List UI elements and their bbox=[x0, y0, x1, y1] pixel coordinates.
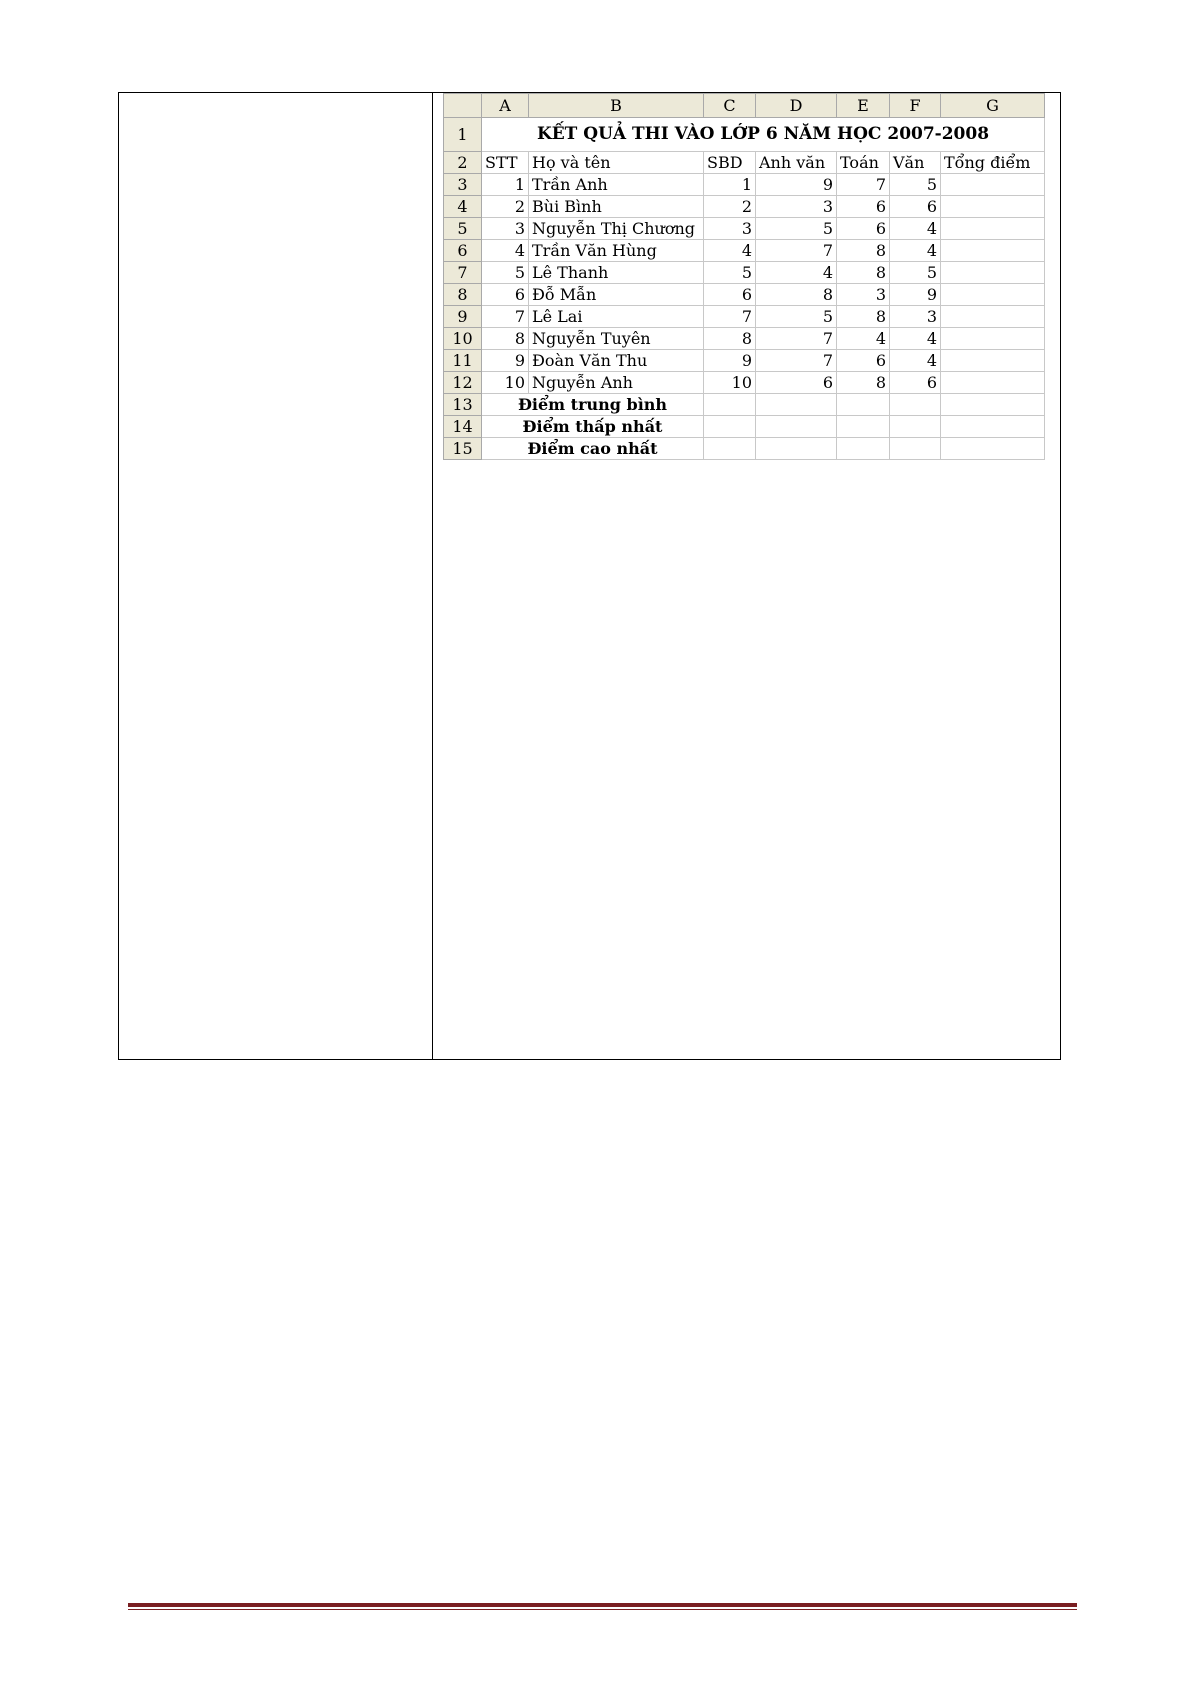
cell-math: 4 bbox=[837, 328, 890, 350]
header-sbd: SBD bbox=[704, 152, 756, 174]
cell-sbd: 4 bbox=[704, 240, 756, 262]
header-total: Tổng điểm bbox=[941, 152, 1045, 174]
title-row bbox=[444, 118, 1045, 152]
row-number: 8 bbox=[444, 284, 482, 306]
cell-english: 7 bbox=[756, 328, 837, 350]
cell-literature: 4 bbox=[890, 218, 941, 240]
cell-english: 5 bbox=[756, 218, 837, 240]
document-table bbox=[118, 92, 1061, 1060]
cell-total bbox=[941, 372, 1045, 394]
cell-english: 6 bbox=[756, 372, 837, 394]
cell-literature: 4 bbox=[890, 328, 941, 350]
table-row bbox=[444, 350, 1045, 372]
cell-total bbox=[941, 218, 1045, 240]
cell-math: 6 bbox=[837, 196, 890, 218]
row-number: 10 bbox=[444, 328, 482, 350]
empty-cell bbox=[837, 438, 890, 460]
cell-english: 3 bbox=[756, 196, 837, 218]
cell-math: 8 bbox=[837, 372, 890, 394]
row-number: 3 bbox=[444, 174, 482, 196]
column-header-row bbox=[444, 94, 1045, 118]
table-row bbox=[444, 372, 1045, 394]
header-math: Toán bbox=[837, 152, 890, 174]
cell-literature: 3 bbox=[890, 306, 941, 328]
cell-sbd: 6 bbox=[704, 284, 756, 306]
cell-name: Lê Thanh bbox=[529, 262, 704, 284]
cell-name: Bùi Bình bbox=[529, 196, 704, 218]
cell-name: Nguyễn Tuyên bbox=[529, 328, 704, 350]
empty-cell bbox=[837, 416, 890, 438]
table-row bbox=[444, 174, 1045, 196]
cell-english: 9 bbox=[756, 174, 837, 196]
empty-cell bbox=[890, 438, 941, 460]
cell-stt: 2 bbox=[482, 196, 529, 218]
cell-stt: 7 bbox=[482, 306, 529, 328]
header-name: Họ và tên bbox=[529, 152, 704, 174]
cell-stt: 3 bbox=[482, 218, 529, 240]
col-header-b: B bbox=[529, 94, 704, 118]
cell-sbd: 2 bbox=[704, 196, 756, 218]
cell-total bbox=[941, 284, 1045, 306]
cell-total bbox=[941, 306, 1045, 328]
cell-name: Đỗ Mẫn bbox=[529, 284, 704, 306]
empty-cell bbox=[704, 394, 756, 416]
empty-cell bbox=[941, 438, 1045, 460]
summary-row bbox=[444, 438, 1045, 460]
cell-english: 8 bbox=[756, 284, 837, 306]
cell-sbd: 7 bbox=[704, 306, 756, 328]
cell-stt: 9 bbox=[482, 350, 529, 372]
cell-sbd: 8 bbox=[704, 328, 756, 350]
empty-cell bbox=[704, 416, 756, 438]
row-number: 6 bbox=[444, 240, 482, 262]
summary-label: Điểm thấp nhất bbox=[482, 416, 704, 438]
header-english: Anh văn bbox=[756, 152, 837, 174]
table-column-divider bbox=[432, 93, 433, 1059]
cell-literature: 9 bbox=[890, 284, 941, 306]
cell-stt: 5 bbox=[482, 262, 529, 284]
table-row bbox=[444, 196, 1045, 218]
row-number: 5 bbox=[444, 218, 482, 240]
header-literature: Văn bbox=[890, 152, 941, 174]
cell-math: 6 bbox=[837, 350, 890, 372]
row-number: 7 bbox=[444, 262, 482, 284]
table-row bbox=[444, 262, 1045, 284]
spreadsheet-image bbox=[443, 93, 1045, 460]
cell-total bbox=[941, 240, 1045, 262]
cell-stt: 8 bbox=[482, 328, 529, 350]
cell-literature: 5 bbox=[890, 262, 941, 284]
cell-math: 8 bbox=[837, 306, 890, 328]
row-number: 4 bbox=[444, 196, 482, 218]
cell-stt: 4 bbox=[482, 240, 529, 262]
row-number: 15 bbox=[444, 438, 482, 460]
cell-english: 4 bbox=[756, 262, 837, 284]
summary-row bbox=[444, 416, 1045, 438]
cell-total bbox=[941, 350, 1045, 372]
cell-total bbox=[941, 174, 1045, 196]
cell-name: Lê Lai bbox=[529, 306, 704, 328]
table-row bbox=[444, 218, 1045, 240]
footer-rule bbox=[128, 1603, 1077, 1607]
cell-name: Trần Văn Hùng bbox=[529, 240, 704, 262]
footer-rule-thin bbox=[128, 1609, 1077, 1610]
cell-stt: 1 bbox=[482, 174, 529, 196]
col-header-g: G bbox=[941, 94, 1045, 118]
cell-name: Nguyễn Anh bbox=[529, 372, 704, 394]
summary-row bbox=[444, 394, 1045, 416]
cell-math: 8 bbox=[837, 262, 890, 284]
header-stt: STT bbox=[482, 152, 529, 174]
cell-english: 5 bbox=[756, 306, 837, 328]
cell-literature: 4 bbox=[890, 350, 941, 372]
col-header-e: E bbox=[837, 94, 890, 118]
cell-literature: 6 bbox=[890, 196, 941, 218]
sheet-title: KẾT QUẢ THI VÀO LỚP 6 NĂM HỌC 2007-2008 bbox=[482, 118, 1045, 152]
row-number: 1 bbox=[444, 118, 482, 152]
empty-cell bbox=[890, 394, 941, 416]
empty-cell bbox=[941, 394, 1045, 416]
cell-total bbox=[941, 328, 1045, 350]
field-header-row bbox=[444, 152, 1045, 174]
row-number: 12 bbox=[444, 372, 482, 394]
empty-cell bbox=[941, 416, 1045, 438]
row-number: 13 bbox=[444, 394, 482, 416]
cell-math: 6 bbox=[837, 218, 890, 240]
table-row bbox=[444, 306, 1045, 328]
cell-literature: 5 bbox=[890, 174, 941, 196]
cell-total bbox=[941, 262, 1045, 284]
cell-english: 7 bbox=[756, 350, 837, 372]
row-number: 9 bbox=[444, 306, 482, 328]
cell-sbd: 9 bbox=[704, 350, 756, 372]
cell-name: Trần Anh bbox=[529, 174, 704, 196]
cell-math: 7 bbox=[837, 174, 890, 196]
col-header-f: F bbox=[890, 94, 941, 118]
cell-name: Nguyễn Thị Chương bbox=[529, 218, 704, 240]
cell-literature: 6 bbox=[890, 372, 941, 394]
cell-sbd: 1 bbox=[704, 174, 756, 196]
summary-label: Điểm cao nhất bbox=[482, 438, 704, 460]
empty-cell bbox=[837, 394, 890, 416]
cell-english: 7 bbox=[756, 240, 837, 262]
empty-cell bbox=[756, 438, 837, 460]
empty-cell bbox=[890, 416, 941, 438]
cell-stt: 6 bbox=[482, 284, 529, 306]
row-number: 11 bbox=[444, 350, 482, 372]
table-row bbox=[444, 240, 1045, 262]
corner-cell bbox=[444, 94, 482, 118]
cell-math: 3 bbox=[837, 284, 890, 306]
cell-sbd: 3 bbox=[704, 218, 756, 240]
cell-sbd: 10 bbox=[704, 372, 756, 394]
row-number: 14 bbox=[444, 416, 482, 438]
cell-sbd: 5 bbox=[704, 262, 756, 284]
cell-literature: 4 bbox=[890, 240, 941, 262]
row-number: 2 bbox=[444, 152, 482, 174]
col-header-d: D bbox=[756, 94, 837, 118]
empty-cell bbox=[704, 438, 756, 460]
cell-stt: 10 bbox=[482, 372, 529, 394]
summary-label: Điểm trung bình bbox=[482, 394, 704, 416]
cell-total bbox=[941, 196, 1045, 218]
cell-math: 8 bbox=[837, 240, 890, 262]
cell-name: Đoàn Văn Thu bbox=[529, 350, 704, 372]
table-row bbox=[444, 284, 1045, 306]
empty-cell bbox=[756, 394, 837, 416]
col-header-c: C bbox=[704, 94, 756, 118]
empty-cell bbox=[756, 416, 837, 438]
table-row bbox=[444, 328, 1045, 350]
col-header-a: A bbox=[482, 94, 529, 118]
